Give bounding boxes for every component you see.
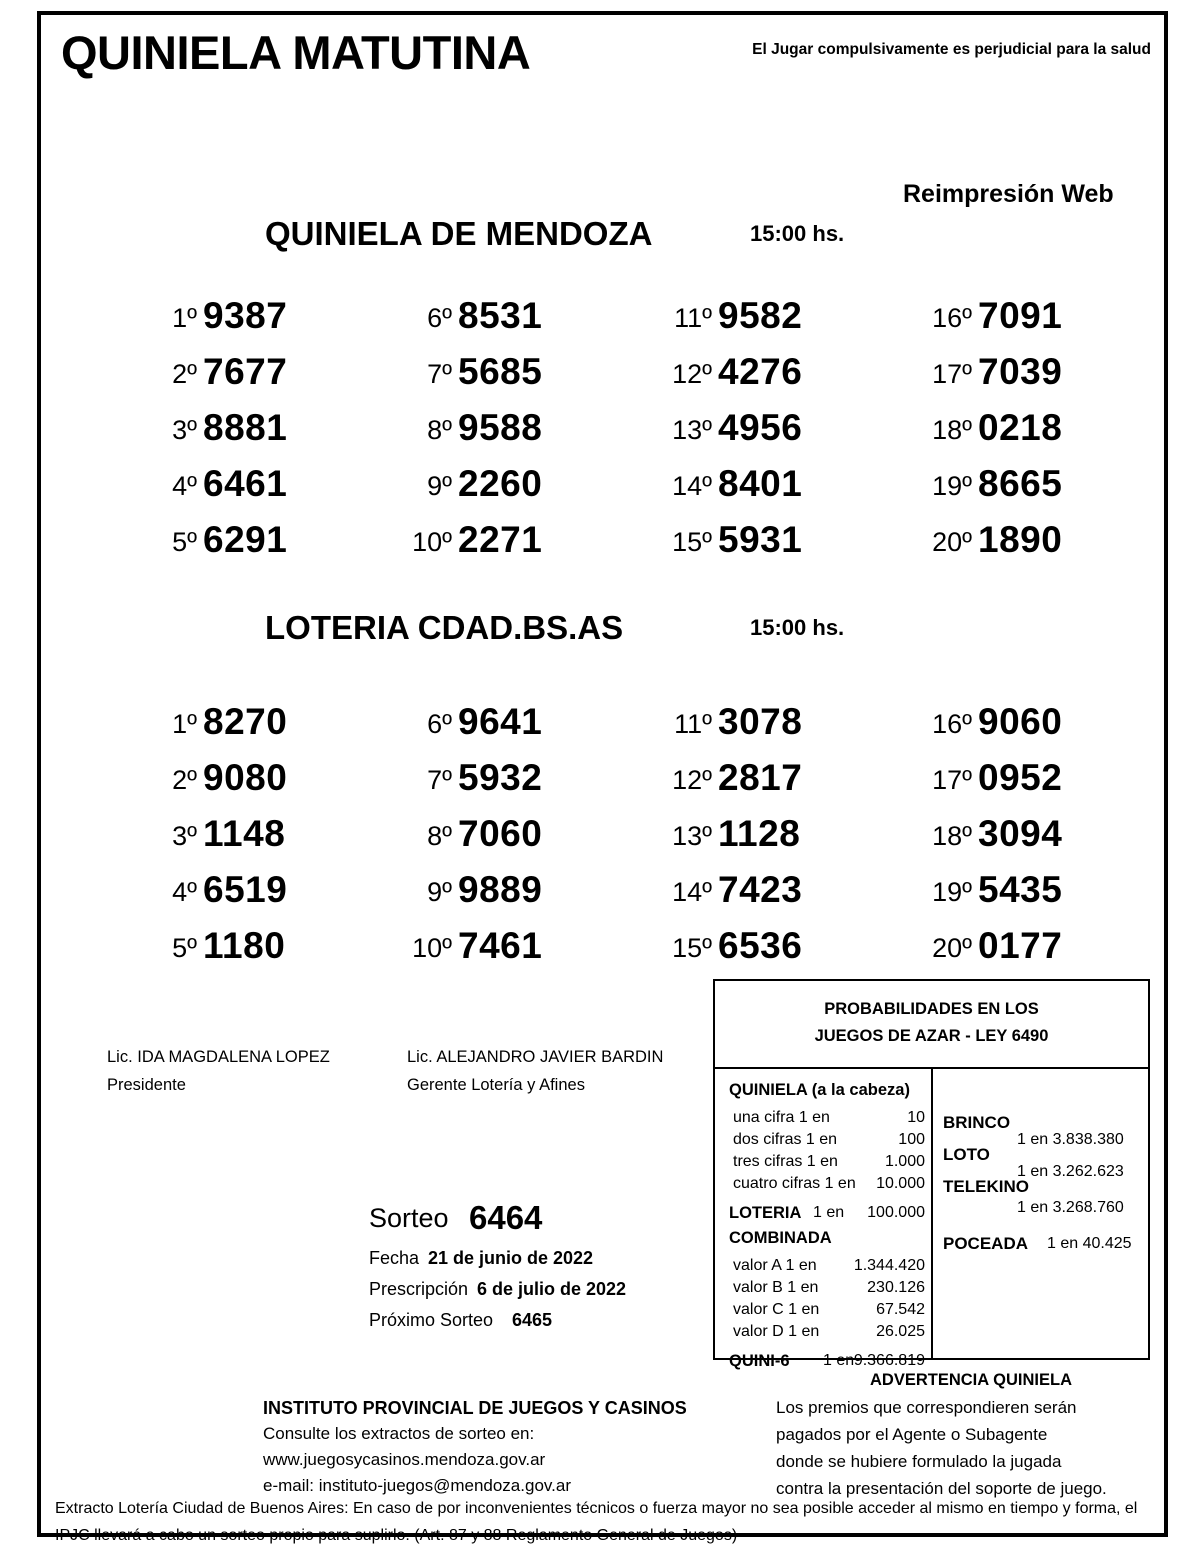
- result-row: [900, 393, 1130, 449]
- result-position: 4º: [172, 877, 197, 907]
- signature-manager: [407, 1043, 663, 1099]
- result-number: 0177: [978, 925, 1063, 966]
- result-number: 7461: [458, 925, 543, 966]
- result-position: 10º: [412, 933, 452, 963]
- draw-name: LOTERIA CDAD.BS.AS: [265, 609, 624, 646]
- odds-value: 1.000: [884, 1153, 925, 1170]
- loteria-label: LOTERIA: [729, 1204, 802, 1222]
- quini6-mid: 1 en: [823, 1352, 855, 1369]
- advertencia-line-2: pagados por el Agente o Subagente: [776, 1425, 1048, 1444]
- odds-label: valor C 1 en: [733, 1301, 820, 1318]
- result-number: 7091: [978, 295, 1063, 336]
- result-number: 9080: [203, 757, 288, 798]
- result-row: [640, 855, 870, 911]
- result-row: [900, 281, 1130, 337]
- result-row: [640, 799, 870, 855]
- result-position: 9º: [427, 877, 452, 907]
- result-row: [640, 281, 870, 337]
- result-position: 5º: [172, 527, 197, 557]
- result-number: 9889: [458, 869, 543, 910]
- result-position: 7º: [427, 359, 452, 389]
- odds-label: tres cifras 1 en: [733, 1153, 838, 1170]
- probabilities-box: [713, 979, 1150, 1370]
- result-number: 5931: [718, 519, 803, 560]
- result-number: 6519: [203, 869, 288, 910]
- game-odds-telekino: 1 en 3.268.760: [1017, 1199, 1124, 1216]
- odds-label: valor B 1 en: [733, 1279, 819, 1296]
- result-position: 11º: [674, 709, 712, 739]
- result-row: [125, 911, 355, 967]
- results-column: [640, 281, 870, 561]
- odds-value: 67.542: [876, 1301, 925, 1318]
- institute-website[interactable]: www.juegosycasinos.mendoza.gov.ar: [263, 1450, 546, 1469]
- result-number: 6461: [203, 463, 288, 504]
- result-row: [380, 687, 610, 743]
- results-column: [900, 687, 1130, 967]
- probabilities-title: [715, 981, 1148, 1069]
- result-row: [125, 799, 355, 855]
- odds-label: una cifra 1 en: [733, 1109, 830, 1126]
- result-row: [900, 743, 1130, 799]
- result-row: [380, 855, 610, 911]
- odds-label: valor D 1 en: [733, 1323, 820, 1340]
- sorteo-block: [329, 1199, 709, 1341]
- result-number: 8531: [458, 295, 543, 336]
- result-position: 6º: [427, 303, 452, 333]
- odds-value: 100: [898, 1131, 925, 1148]
- result-position: 20º: [932, 527, 972, 557]
- advertencia-block: [776, 1367, 1156, 1502]
- result-position: 13º: [672, 821, 712, 851]
- result-position: 5º: [172, 933, 197, 963]
- results-column: [380, 687, 610, 967]
- result-number: 4276: [718, 351, 803, 392]
- result-number: 7677: [203, 351, 288, 392]
- institute-email[interactable]: e-mail: instituto-juegos@mendoza.gov.ar: [263, 1476, 571, 1495]
- result-position: 12º: [672, 359, 712, 389]
- result-row: [125, 449, 355, 505]
- result-row: [380, 743, 610, 799]
- odds-value: 10.000: [876, 1175, 925, 1192]
- results-column: [380, 281, 610, 561]
- fecha-row: [329, 1248, 709, 1279]
- result-row: [900, 687, 1130, 743]
- game-odds-poceada: 1 en 40.425: [1047, 1235, 1132, 1252]
- results-column: [640, 687, 870, 967]
- gambling-warning: El Jugar compulsivamente es perjudicial para la salud: [752, 41, 1151, 58]
- probabilities-title-line2: JUEGOS DE AZAR - LEY 6490: [814, 1027, 1049, 1045]
- results-grid-loteria: [55, 687, 1063, 977]
- result-row: [380, 337, 610, 393]
- loteria-value: 100.000: [867, 1204, 925, 1221]
- result-row: [125, 337, 355, 393]
- odds-value: 26.025: [876, 1323, 925, 1340]
- signature-name: Lic. ALEJANDRO JAVIER BARDIN: [407, 1048, 664, 1066]
- result-position: 7º: [427, 765, 452, 795]
- draw-header-loteria: [265, 601, 965, 647]
- results-column: [125, 281, 355, 561]
- result-number: 6536: [718, 925, 803, 966]
- result-row: [640, 911, 870, 967]
- result-row: [900, 449, 1130, 505]
- result-position: 15º: [672, 933, 712, 963]
- result-number: 1180: [203, 925, 286, 966]
- odds-value: 10: [907, 1109, 925, 1126]
- result-number: 8881: [203, 407, 288, 448]
- result-position: 13º: [672, 415, 712, 445]
- signature-name: Lic. IDA MAGDALENA LOPEZ: [107, 1048, 330, 1066]
- result-number: 0218: [978, 407, 1063, 448]
- quiniela-heading: QUINIELA (a la cabeza): [729, 1081, 910, 1099]
- result-number: 8401: [718, 463, 803, 504]
- result-position: 16º: [932, 303, 972, 333]
- signature-role: Presidente: [107, 1076, 186, 1094]
- result-row: [380, 911, 610, 967]
- result-number: 7060: [458, 813, 543, 854]
- result-position: 10º: [412, 527, 452, 557]
- fecha-label: Fecha: [369, 1248, 420, 1268]
- result-number: 7423: [718, 869, 803, 910]
- result-row: [125, 393, 355, 449]
- proximo-sorteo-label: Próximo Sorteo: [369, 1310, 494, 1330]
- sorteo-line: [329, 1199, 709, 1248]
- results-column: [125, 687, 355, 967]
- game-odds-loto: 1 en 3.262.623: [1017, 1163, 1124, 1180]
- result-row: [380, 393, 610, 449]
- combinada-heading: COMBINADA: [729, 1229, 832, 1247]
- result-number: 7039: [978, 351, 1063, 392]
- result-position: 14º: [672, 471, 712, 501]
- signature-president: [107, 1043, 330, 1099]
- result-position: 15º: [672, 527, 712, 557]
- result-position: 14º: [672, 877, 712, 907]
- result-number: 1148: [203, 813, 286, 854]
- game-odds-brinco: 1 en 3.838.380: [1017, 1131, 1124, 1148]
- prescripcion-value: 6 de julio de 2022: [477, 1279, 627, 1299]
- advertencia-title: ADVERTENCIA QUINIELA: [870, 1371, 1072, 1389]
- result-row: [640, 505, 870, 561]
- result-number: 8665: [978, 463, 1063, 504]
- result-number: 9641: [458, 701, 543, 742]
- result-number: 2271: [458, 519, 543, 560]
- results-column: [900, 281, 1130, 561]
- odds-label: cuatro cifras 1 en: [733, 1175, 856, 1192]
- result-position: 16º: [932, 709, 972, 739]
- reprint-label: Reimpresión Web: [903, 180, 1114, 208]
- result-position: 3º: [172, 415, 197, 445]
- probabilities-right-column: [935, 1069, 1148, 1358]
- result-number: 3078: [718, 701, 803, 742]
- game-name-telekino: TELEKINO: [943, 1177, 1029, 1196]
- result-row: [380, 281, 610, 337]
- result-row: [125, 281, 355, 337]
- results-grid-mendoza: [55, 281, 1063, 571]
- result-number: 1890: [978, 519, 1063, 560]
- probabilities-left-column: [715, 1069, 933, 1370]
- sorteo-number: 6464: [469, 1199, 543, 1236]
- result-row: [640, 393, 870, 449]
- result-position: 4º: [172, 471, 197, 501]
- result-row: [125, 855, 355, 911]
- result-number: 5435: [978, 869, 1063, 910]
- result-number: 9588: [458, 407, 543, 448]
- result-number: 2260: [458, 463, 543, 504]
- advertencia-line-1: Los premios que correspondieren serán: [776, 1398, 1077, 1417]
- result-row: [900, 911, 1130, 967]
- signature-role: Gerente Lotería y Afines: [407, 1076, 585, 1094]
- game-name-loto: LOTO: [943, 1145, 990, 1164]
- result-row: [900, 799, 1130, 855]
- result-row: [380, 449, 610, 505]
- result-row: [900, 337, 1130, 393]
- loteria-mid: 1 en: [813, 1204, 845, 1221]
- result-position: 18º: [932, 821, 972, 851]
- proximo-sorteo-value: 6465: [512, 1310, 553, 1330]
- result-number: 6291: [203, 519, 288, 560]
- result-position: 12º: [672, 765, 712, 795]
- proximo-sorteo-row: [329, 1310, 709, 1341]
- result-position: 2º: [172, 359, 197, 389]
- result-number: 5932: [458, 757, 543, 798]
- result-position: 2º: [172, 765, 197, 795]
- result-number: 4956: [718, 407, 803, 448]
- probabilities-title-line1: PROBABILIDADES EN LOS: [824, 1000, 1039, 1018]
- result-row: [640, 743, 870, 799]
- result-row: [900, 855, 1130, 911]
- odds-value: 1.344.420: [853, 1257, 925, 1274]
- result-position: 8º: [427, 415, 452, 445]
- page-title: QUINIELA MATUTINA: [61, 26, 531, 79]
- quini6-label: QUINI-6: [729, 1352, 790, 1370]
- odds-label: dos cifras 1 en: [733, 1131, 838, 1148]
- result-position: 20º: [932, 933, 972, 963]
- result-position: 8º: [427, 821, 452, 851]
- odds-label: valor A 1 en: [733, 1257, 817, 1274]
- result-number: 9387: [203, 295, 288, 336]
- result-position: 6º: [427, 709, 452, 739]
- result-row: [380, 799, 610, 855]
- draw-time: 15:00 hs.: [750, 615, 845, 640]
- result-row: [125, 505, 355, 561]
- draw-header-mendoza: [265, 207, 965, 253]
- result-position: 1º: [172, 303, 197, 333]
- result-row: [380, 505, 610, 561]
- advertencia-line-3: donde se hubiere formulado la jugada: [776, 1452, 1062, 1471]
- institute-title: INSTITUTO PROVINCIAL DE JUEGOS Y CASINOS: [263, 1398, 687, 1418]
- prescripcion-row: [329, 1279, 709, 1310]
- probabilities-body: [715, 1069, 1148, 1370]
- result-row: [900, 505, 1130, 561]
- result-row: [640, 687, 870, 743]
- result-position: 3º: [172, 821, 197, 851]
- quini6-value: 9.366.819: [853, 1352, 925, 1369]
- result-row: [640, 449, 870, 505]
- result-row: [640, 337, 870, 393]
- result-position: 18º: [932, 415, 972, 445]
- result-number: 0952: [978, 757, 1063, 798]
- result-number: 9060: [978, 701, 1063, 742]
- result-position: 11º: [674, 303, 712, 333]
- result-row: [125, 687, 355, 743]
- game-name-poceada: POCEADA: [943, 1234, 1029, 1253]
- odds-value: 230.126: [867, 1279, 925, 1296]
- prescripcion-label: Prescripción: [369, 1279, 469, 1299]
- draw-time: 15:00 hs.: [750, 221, 845, 246]
- results-sheet: [37, 11, 1168, 1544]
- result-number: 5685: [458, 351, 543, 392]
- sorteo-label: Sorteo: [369, 1203, 449, 1233]
- fecha-value: 21 de junio de 2022: [428, 1248, 594, 1268]
- result-position: 17º: [932, 359, 972, 389]
- result-number: 3094: [978, 813, 1063, 854]
- result-position: 19º: [932, 877, 972, 907]
- result-position: 1º: [172, 709, 197, 739]
- result-number: 1128: [718, 813, 801, 854]
- result-number: 2817: [718, 757, 803, 798]
- institute-block: [263, 1395, 687, 1499]
- result-position: 19º: [932, 471, 972, 501]
- institute-line-1: Consulte los extractos de sorteo en:: [263, 1424, 535, 1443]
- masthead: [61, 25, 1151, 87]
- result-number: 8270: [203, 701, 288, 742]
- result-row: [125, 743, 355, 799]
- result-position: 9º: [427, 471, 452, 501]
- bottom-disclaimer: Extracto Lotería Ciudad de Buenos Aires: En caso de por inconvenientes técnicos o fuerza mayor no sea posible acceder al mismo en tiempo y forma, el IPJC llevará a cabo un sorteo propio para suplirlo. (Art. 87 y 88 Reglamento General de Juegos): [55, 1500, 1138, 1544]
- result-position: 17º: [932, 765, 972, 795]
- draw-name: QUINIELA DE MENDOZA: [265, 215, 653, 252]
- advertencia-line-4: contra la presentación del soporte de juego.: [776, 1479, 1107, 1498]
- result-number: 9582: [718, 295, 803, 336]
- game-name-brinco: BRINCO: [943, 1113, 1011, 1132]
